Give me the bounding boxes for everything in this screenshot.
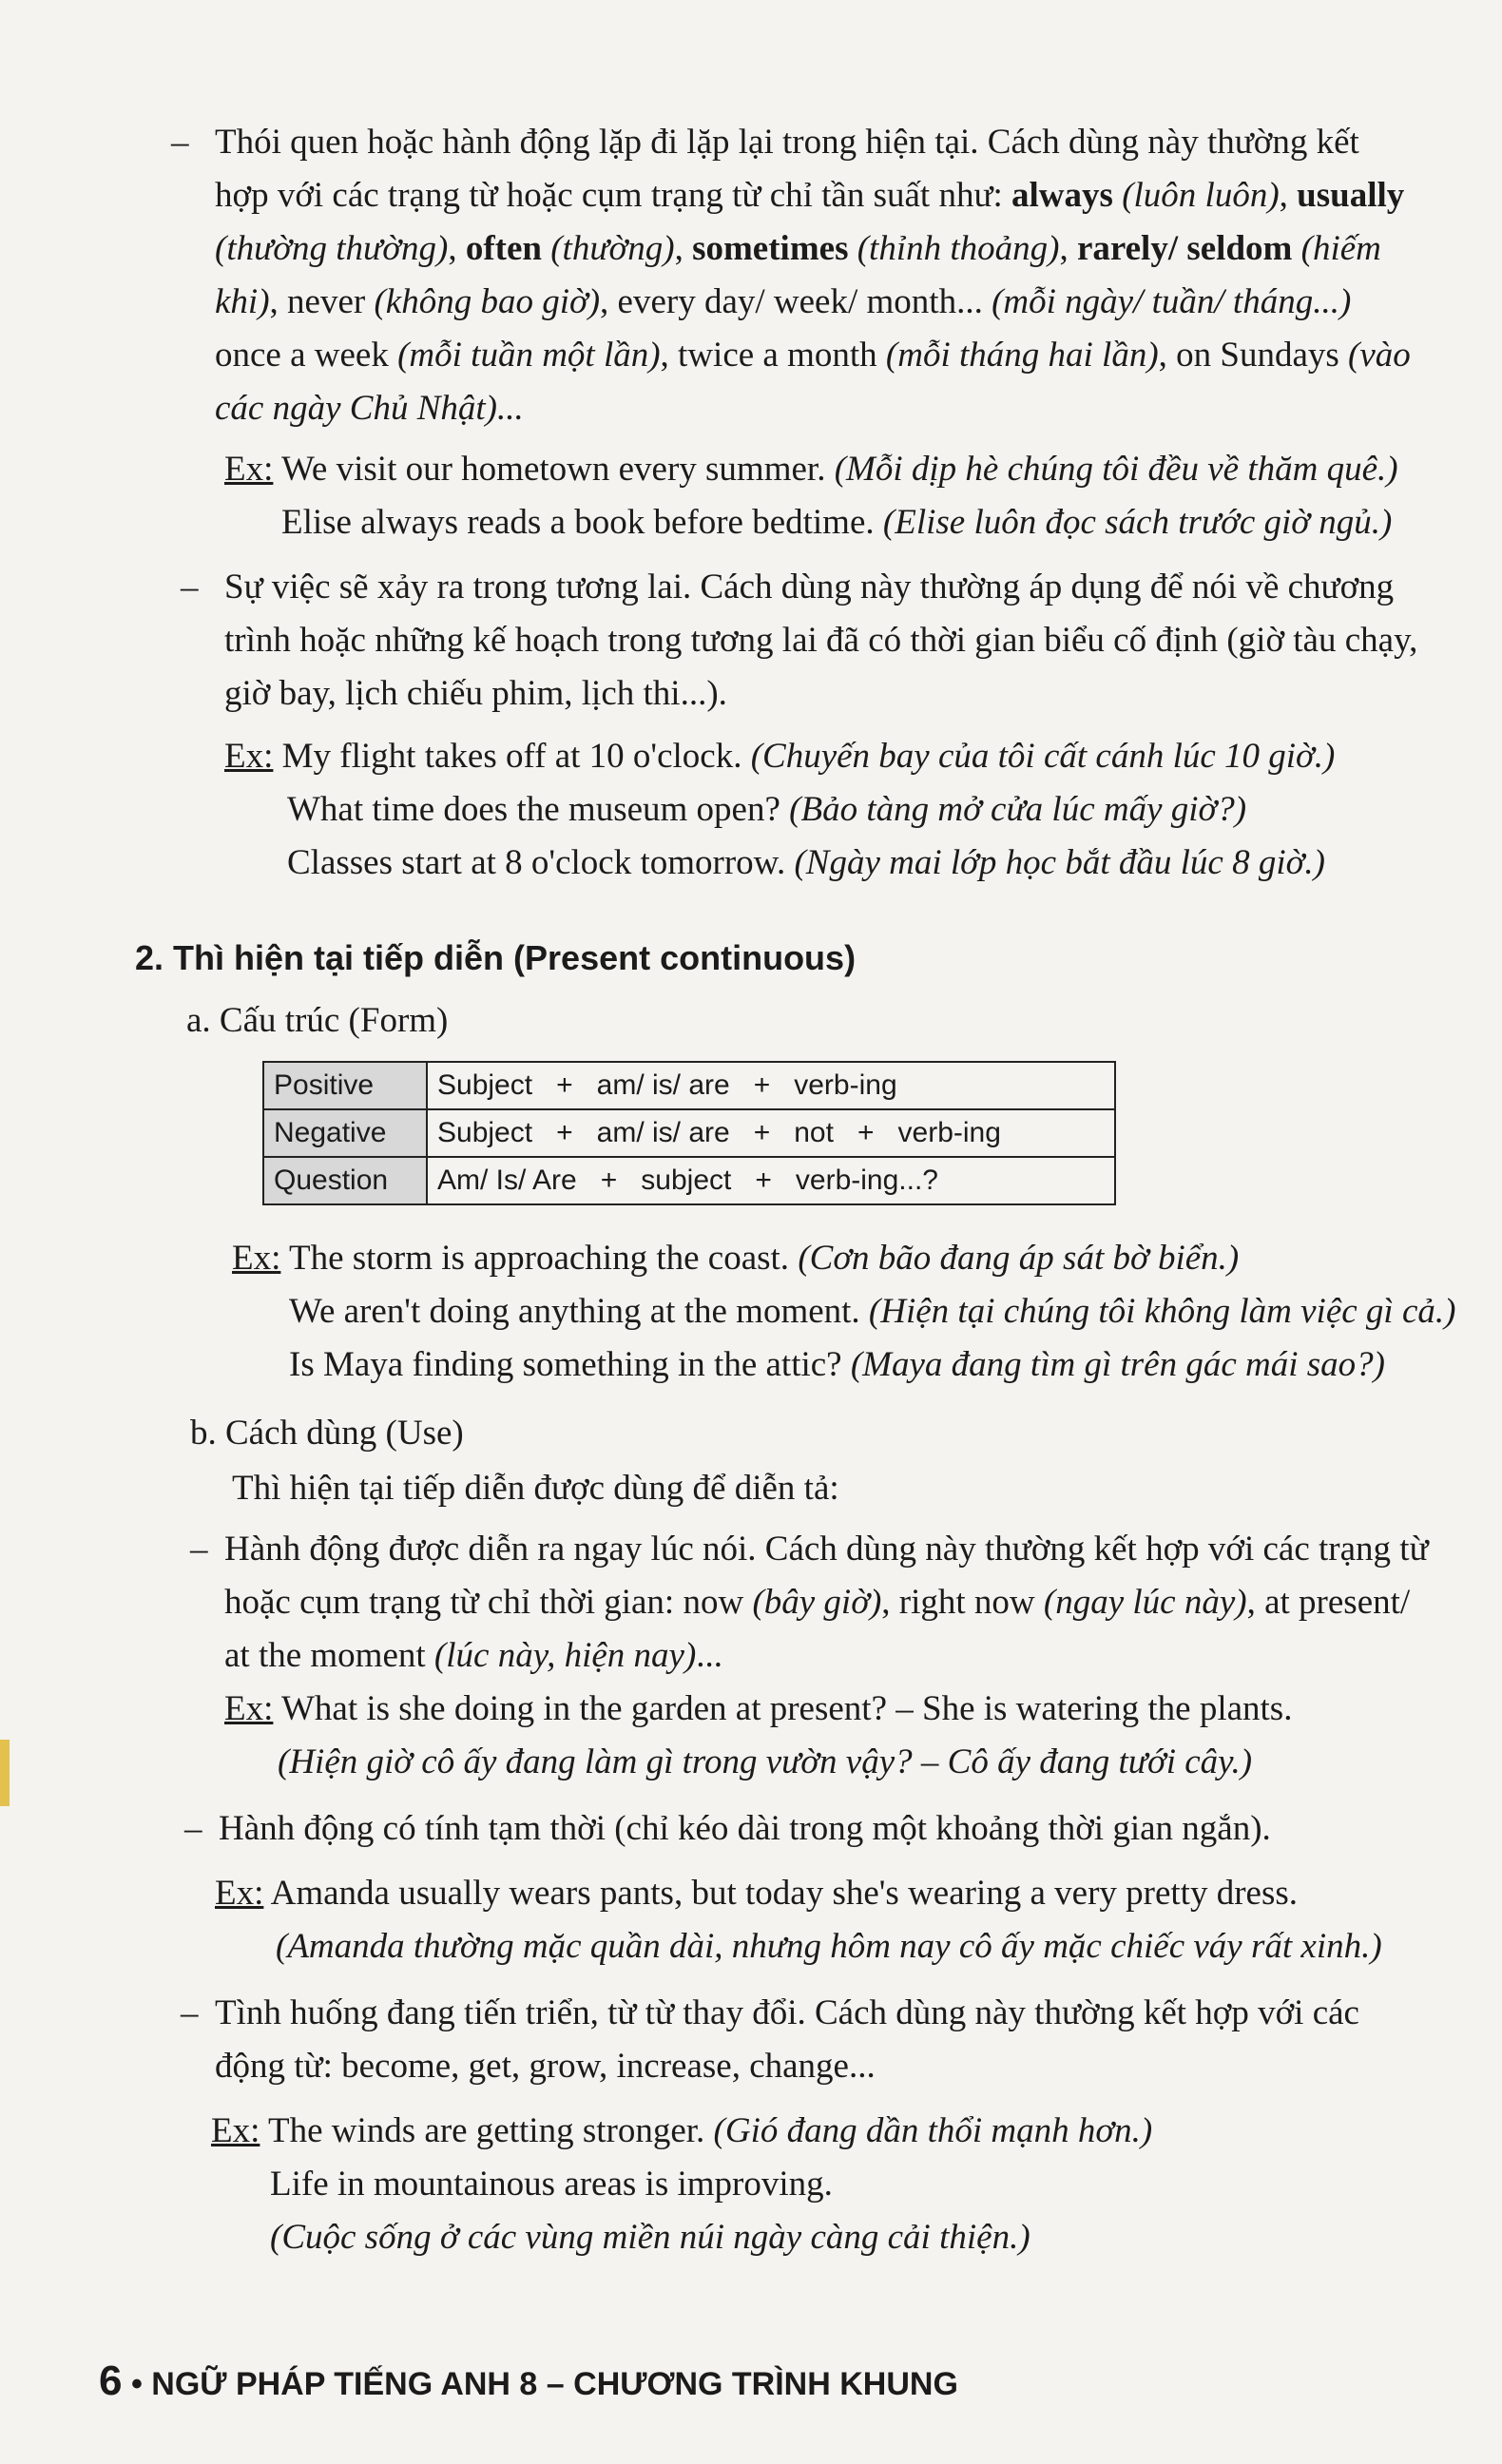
text-line: giờ bay, lịch chiếu phim, lịch thi...). bbox=[224, 674, 727, 713]
example-line: Ex: We visit our hometown every summer. (Mỗi dịp hè chúng tôi đều về thăm quê.) bbox=[224, 450, 1398, 489]
footer-bullet: • bbox=[130, 2366, 143, 2402]
example-line: Ex: The storm is approaching the coast. (Cơn bão đang áp sát bờ biển.) bbox=[232, 1239, 1240, 1278]
section-title-present-continuous: 2. Thì hiện tại tiếp diễn (Present continuous) bbox=[135, 938, 857, 977]
ex-label: Ex: bbox=[232, 1239, 281, 1278]
habit-examples bbox=[224, 443, 1451, 549]
use-intro: Thì hiện tại tiếp diễn được dùng để diễn tả: bbox=[232, 1469, 839, 1508]
example-line: (Amanda thường mặc quần dài, nhưng hôm nay cô ấy mặc chiếc váy rất xinh.) bbox=[276, 1927, 1382, 1966]
now-text bbox=[224, 1523, 1460, 1683]
table-row bbox=[263, 1062, 1115, 1109]
form-examples bbox=[232, 1232, 1458, 1392]
text-line: các ngày Chủ Nhật)... bbox=[215, 389, 524, 428]
book-title: NGỮ PHÁP TIẾNG ANH 8 – CHƯƠNG TRÌNH KHUNG bbox=[151, 2366, 958, 2402]
text-line: hợp với các trạng từ hoặc cụm trạng từ chỉ tần suất như: always (luôn luôn), usually bbox=[215, 176, 1405, 215]
row-formula: Subject + am/ is/ are + not + verb-ing bbox=[427, 1109, 1115, 1157]
habit-text bbox=[215, 116, 1441, 435]
table-row bbox=[263, 1109, 1115, 1157]
text-line: (thường thường), often (thường), sometimes (thỉnh thoảng), rarely/ seldom (hiếm bbox=[215, 229, 1381, 268]
example-line: Is Maya finding something in the attic? (Maya đang tìm gì trên gác mái sao?) bbox=[289, 1345, 1385, 1384]
page-footer bbox=[99, 2358, 958, 2405]
bullet-dash: – bbox=[184, 1809, 202, 1848]
changing-text bbox=[215, 1987, 1460, 2093]
bullet-dash: – bbox=[171, 123, 189, 162]
text-line: at the moment (lúc này, hiện nay)... bbox=[224, 1636, 723, 1675]
example-line: (Hiện giờ cô ấy đang làm gì trong vườn vậy? – Cô ấy đang tưới cây.) bbox=[278, 1742, 1253, 1781]
ex-label: Ex: bbox=[224, 737, 274, 776]
use-subtitle: b. Cách dùng (Use) bbox=[190, 1414, 464, 1453]
example-line: Classes start at 8 o'clock tomorrow. (Ngày mai lớp học bắt đầu lúc 8 giờ.) bbox=[287, 843, 1325, 882]
text-line: động từ: become, get, grow, increase, change... bbox=[215, 2047, 876, 2086]
ex-label: Ex: bbox=[215, 1874, 264, 1913]
now-examples bbox=[224, 1683, 1460, 1789]
temporary-text: Hành động có tính tạm thời (chỉ kéo dài trong một khoảng thời gian ngắn). bbox=[219, 1809, 1271, 1848]
text-line: Tình huống đang tiến triển, từ từ thay đổi. Cách dùng này thường kết hợp với các bbox=[215, 1993, 1359, 2032]
ex-label: Ex: bbox=[224, 450, 274, 489]
example-line: Elise always reads a book before bedtime. (Elise luôn đọc sách trước giờ ngủ.) bbox=[281, 503, 1393, 542]
row-label: Question bbox=[263, 1157, 427, 1204]
example-line: We aren't doing anything at the moment. (Hiện tại chúng tôi không làm việc gì cả.) bbox=[289, 1292, 1456, 1331]
ex-label: Ex: bbox=[211, 2111, 260, 2150]
text-line: Hành động được diễn ra ngay lúc nói. Cách dùng này thường kết hợp với các trạng từ bbox=[224, 1530, 1429, 1569]
page-edge-tab bbox=[0, 1740, 10, 1806]
example-line: Life in mountainous areas is improving. bbox=[270, 2165, 833, 2204]
text-line: Thói quen hoặc hành động lặp đi lặp lại trong hiện tại. Cách dùng này thường kết bbox=[215, 123, 1359, 162]
form-table bbox=[262, 1061, 1116, 1205]
schedule-examples bbox=[224, 730, 1451, 890]
bullet-dash: – bbox=[181, 1993, 199, 2032]
example-line: What time does the museum open? (Bảo tàng mở cửa lúc mấy giờ?) bbox=[287, 790, 1247, 829]
row-formula: Am/ Is/ Are + subject + verb-ing...? bbox=[427, 1157, 1115, 1204]
changing-examples bbox=[211, 2105, 1447, 2264]
schedule-text bbox=[224, 561, 1451, 721]
text-line: trình hoặc những kế hoạch trong tương lai đã có thời gian biểu cố định (giờ tàu chạy, bbox=[224, 621, 1418, 660]
example-line: Ex: Amanda usually wears pants, but today she's wearing a very pretty dress. bbox=[215, 1874, 1299, 1913]
text-line: khi), never (không bao giờ), every day/ week/ month... (mỗi ngày/ tuần/ tháng...) bbox=[215, 282, 1352, 321]
bullet-dash: – bbox=[190, 1530, 208, 1569]
temporary-examples bbox=[215, 1867, 1451, 1973]
example-line: Ex: The winds are getting stronger. (Gió đang dần thổi mạnh hơn.) bbox=[211, 2111, 1153, 2150]
text-line: hoặc cụm trạng từ chỉ thời gian: now (bây giờ), right now (ngay lúc này), at present/ bbox=[224, 1583, 1411, 1622]
form-subtitle: a. Cấu trúc (Form) bbox=[186, 1001, 449, 1040]
text-line: Sự việc sẽ xảy ra trong tương lai. Cách dùng này thường áp dụng để nói về chương bbox=[224, 568, 1395, 606]
ex-label: Ex: bbox=[224, 1689, 274, 1728]
text-line: once a week (mỗi tuần một lần), twice a month (mỗi tháng hai lần), on Sundays (vào bbox=[215, 336, 1411, 375]
row-formula: Subject + am/ is/ are + verb-ing bbox=[427, 1062, 1115, 1109]
row-label: Positive bbox=[263, 1062, 427, 1109]
row-label: Negative bbox=[263, 1109, 427, 1157]
table-row bbox=[263, 1157, 1115, 1204]
page-number: 6 bbox=[99, 2358, 123, 2404]
example-line: Ex: My flight takes off at 10 o'clock. (Chuyến bay của tôi cất cánh lúc 10 giờ.) bbox=[224, 737, 1336, 776]
example-line: Ex: What is she doing in the garden at present? – She is watering the plants. bbox=[224, 1689, 1293, 1728]
bullet-dash: – bbox=[181, 568, 199, 606]
example-line: (Cuộc sống ở các vùng miền núi ngày càng cải thiện.) bbox=[270, 2218, 1030, 2257]
